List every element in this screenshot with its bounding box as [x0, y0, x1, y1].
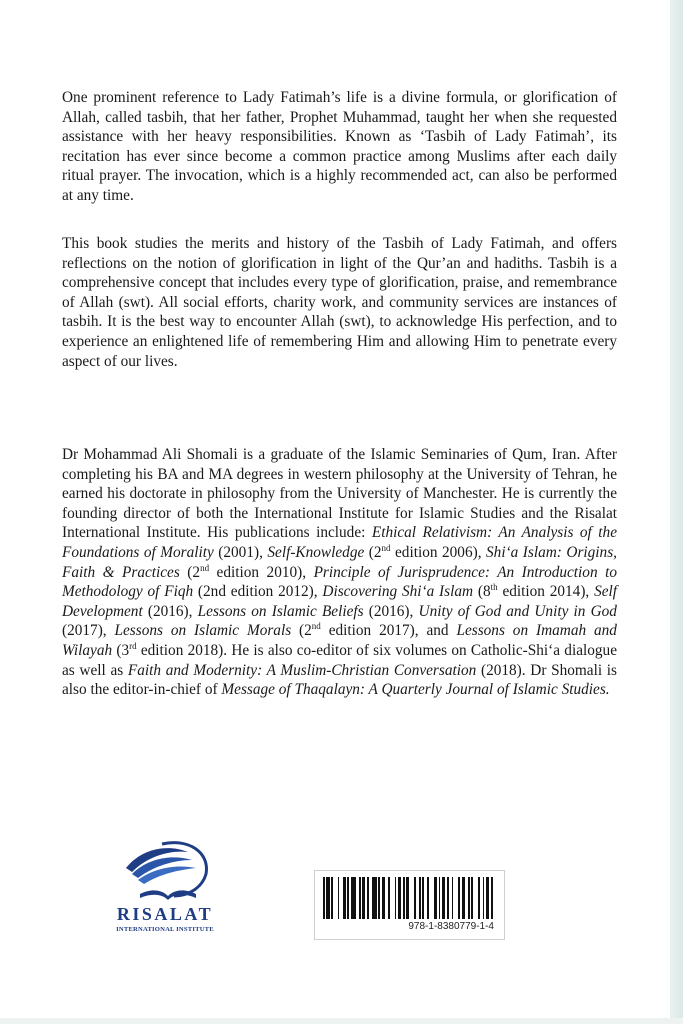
bio-note: edition 2010), — [209, 563, 314, 581]
risalat-logo — [100, 838, 230, 938]
blurb-paragraph-1 — [62, 88, 617, 206]
bio-note: (3 — [112, 641, 130, 659]
bio-note: (2018). Dr Shomali is also the editor-in-chief of — [62, 661, 617, 699]
isbn-number: 978-1-8380779-1-4 — [408, 921, 494, 932]
ordinal-sup: nd — [311, 621, 321, 632]
bio-note: edition 2006), — [390, 543, 487, 561]
book-title-imamah-wilayah: Lessons on Imamah and Wilayah — [62, 622, 617, 659]
bio-note: (2016), — [142, 602, 198, 620]
author-bio-text — [62, 445, 617, 700]
book-title-self-development: Self Development — [62, 583, 618, 620]
dove-book-icon — [118, 838, 212, 902]
bio-note: (2017), — [62, 622, 115, 640]
logo-subtitle: INTERNATIONAL INSTITUTE — [116, 926, 214, 933]
cover-edge-bottom — [0, 1018, 683, 1024]
cover-edge-right — [670, 0, 683, 1024]
barcode-bars — [323, 877, 495, 919]
book-title-unity-of-god: Unity of God and Unity in God — [418, 602, 617, 620]
ordinal-sup: rd — [129, 640, 137, 651]
book-title-discovering-shia-islam: Discovering Shi‘a Islam — [322, 583, 474, 601]
author-bio — [62, 445, 617, 700]
bio-note: edition 2018). He is also co-editor of six volumes on Catholic-Shi‘a dialogue as well as — [62, 641, 617, 679]
book-title-islamic-beliefs: Lessons on Islamic Beliefs — [197, 602, 364, 620]
book-title-faith-and-modernity: Faith and Modernity: A Muslim-Christian Conversation — [127, 661, 477, 679]
journal-title-message-of-thaqalayn: Message of Thaqalayn: A Quarterly Journal of Islamic Studies. — [221, 681, 610, 699]
bio-note: (2 — [291, 622, 312, 640]
blurb-paragraph-2 — [62, 234, 617, 371]
bio-note: (2 — [179, 563, 201, 581]
bio-note: (8 — [473, 583, 491, 601]
book-title-self-knowledge: Self-Knowledge — [267, 543, 365, 561]
blurb-paragraph-2-text: This book studies the merits and history of the Tasbih of Lady Fatimah, and offers reflections on the notion of glorification in light of the Qur’an and hadiths. Tasbih is a comprehensive concept that includes every type of glorification, praise, and remembrance of Allah (swt). All social efforts, charity work, and community services are instances of tasbih. It is the best way to encounter Allah (swt), to acknowledge His perfection, and to experience an enlightened life of remembering Him and allowing Him to penetrate every aspect of our lives. — [62, 235, 617, 370]
bio-note: (2 — [364, 543, 382, 561]
isbn-barcode — [314, 870, 505, 940]
logo-name: RISALAT — [116, 904, 214, 924]
ordinal-sup: nd — [200, 562, 210, 573]
blurb-paragraph-1-text: One prominent reference to Lady Fatimah’s life is a divine formula, or glorification of Allah, called tasbih, that her father, Prophet Muhammad, taught her when she requested assistance with her heavy responsibilities. Known as ‘Tasbih of Lady Fatimah’, its recitation has ever since become a common practice among Muslims after each daily ritual prayer. The invocation, which is a highly recommended act, can also be performed at any time. — [62, 89, 617, 204]
bio-note: (2001), — [213, 543, 268, 561]
ordinal-sup: nd — [381, 542, 391, 553]
book-title-shia-islam: Shi‘a Islam: Origins, Faith & Practices — [62, 543, 617, 581]
ordinal-sup: th — [490, 582, 498, 593]
book-title-ethical-relativism: Ethical Relativism: An Analysis of the Foundations of Morality — [62, 524, 617, 561]
bio-intro: Dr Mohammad Ali Shomali is a graduate of the Islamic Seminaries of Qum, Iran. After completing his BA and MA degrees in western philosophy at the University of Tehran, he earned his doctorate in philosophy from the University of Manchester. He is currently the founding director of both the International Institute for Islamic Studies and the Risalat International Institute. His publications include: — [62, 446, 617, 542]
bio-note: (2016), — [363, 602, 419, 620]
bio-note: (2nd edition 2012), — [193, 583, 323, 601]
book-title-islamic-morals: Lessons on Islamic Morals — [114, 622, 292, 640]
bio-note: edition 2017), and — [320, 622, 457, 640]
bio-note: edition 2014), — [497, 583, 595, 601]
book-title-jurisprudence: Principle of Jurisprudence: An Introduction to Methodology of Fiqh — [62, 563, 617, 601]
